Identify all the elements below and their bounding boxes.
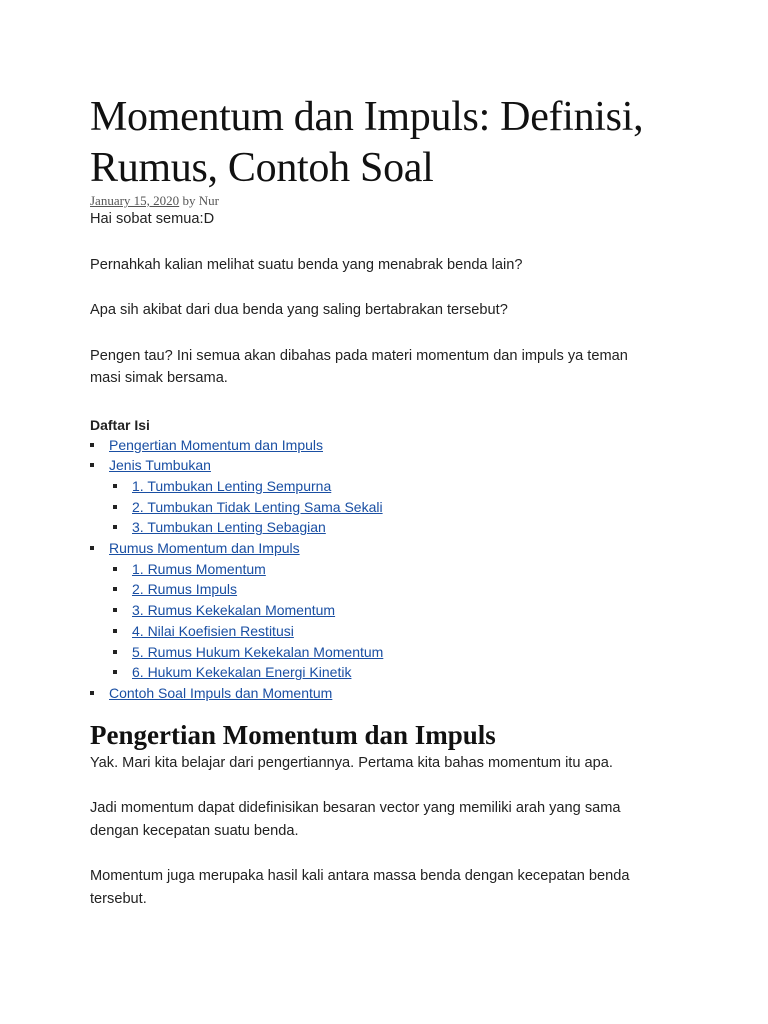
section-paragraph: Momentum juga merupaka hasil kali antara massa benda dengan kecepatan benda tersebut. (90, 868, 630, 907)
toc-item (113, 662, 730, 683)
toc-item (90, 435, 730, 456)
toc-item (90, 683, 730, 704)
toc-item (113, 497, 730, 518)
article-title: Momentum dan Impuls: Definisi, Rumus, Contoh Soal (90, 94, 644, 191)
intro-paragraph: Pernahkah kalian melihat suatu benda yang menabrak benda lain? (90, 256, 523, 273)
intro-paragraph: Apa sih akibat dari dua benda yang saling bertabrakan tersebut? (90, 302, 508, 318)
post-date-link[interactable]: January 15, 2020 (90, 193, 180, 208)
toc-link[interactable]: Pengertian Momentum dan Impuls (109, 436, 323, 453)
toc-sublist (109, 559, 730, 683)
section-paragraph: Yak. Mari kita belajar dari pengertiannya. Pertama kita bahas momentum itu apa. (90, 754, 613, 771)
post-meta (90, 193, 730, 208)
toc-link[interactable]: 2. Tumbukan Tidak Lenting Sama Sekali (132, 498, 383, 515)
intro-paragraph: Hai sobat semua:D (90, 211, 215, 227)
toc-link[interactable]: 6. Hukum Kekekalan Energi Kinetik (132, 664, 352, 681)
toc-link[interactable]: 3. Rumus Kekekalan Momentum (132, 602, 336, 619)
toc-item (113, 600, 730, 621)
toc-link[interactable]: 3. Tumbukan Lenting Sebagian (132, 519, 326, 536)
section-heading: Pengertian Momentum dan Impuls (90, 719, 496, 750)
byline-by: by (182, 193, 196, 208)
author-name: Nur (198, 193, 219, 208)
toc-item (113, 476, 730, 497)
table-of-contents (90, 435, 730, 704)
toc-link[interactable]: 2. Rumus Impuls (132, 581, 238, 598)
toc-item (113, 579, 730, 600)
toc-item (113, 621, 730, 642)
toc-link[interactable]: Jenis Tumbukan (109, 457, 211, 474)
toc-link[interactable]: 1. Rumus Momentum (132, 560, 266, 577)
toc-sublist (109, 476, 730, 538)
toc-item (113, 559, 730, 580)
toc-item (90, 455, 730, 538)
toc-link[interactable]: 1. Tumbukan Lenting Sempurna (132, 477, 332, 494)
toc-item (113, 517, 730, 538)
toc-item (113, 642, 730, 663)
section-body (90, 752, 730, 911)
toc-item (90, 538, 730, 683)
toc-link[interactable]: 5. Rumus Hukum Kekekalan Momentum (132, 643, 384, 660)
article (90, 92, 730, 910)
intro (90, 208, 730, 390)
toc-link[interactable]: Rumus Momentum dan Impuls (109, 540, 300, 557)
section-paragraph: Jadi momentum dapat didefinisikan besaran vector yang memiliki arah yang sama dengan kecepatan suatu benda. (90, 800, 621, 839)
toc-title: Daftar Isi (90, 416, 150, 433)
toc-link[interactable]: 4. Nilai Koefisien Restitusi (132, 622, 294, 639)
intro-paragraph: Pengen tau? Ini semua akan dibahas pada materi momentum dan impuls ya teman masi simak bersama. (90, 347, 628, 386)
toc-link[interactable]: Contoh Soal Impuls dan Momentum (109, 684, 333, 701)
